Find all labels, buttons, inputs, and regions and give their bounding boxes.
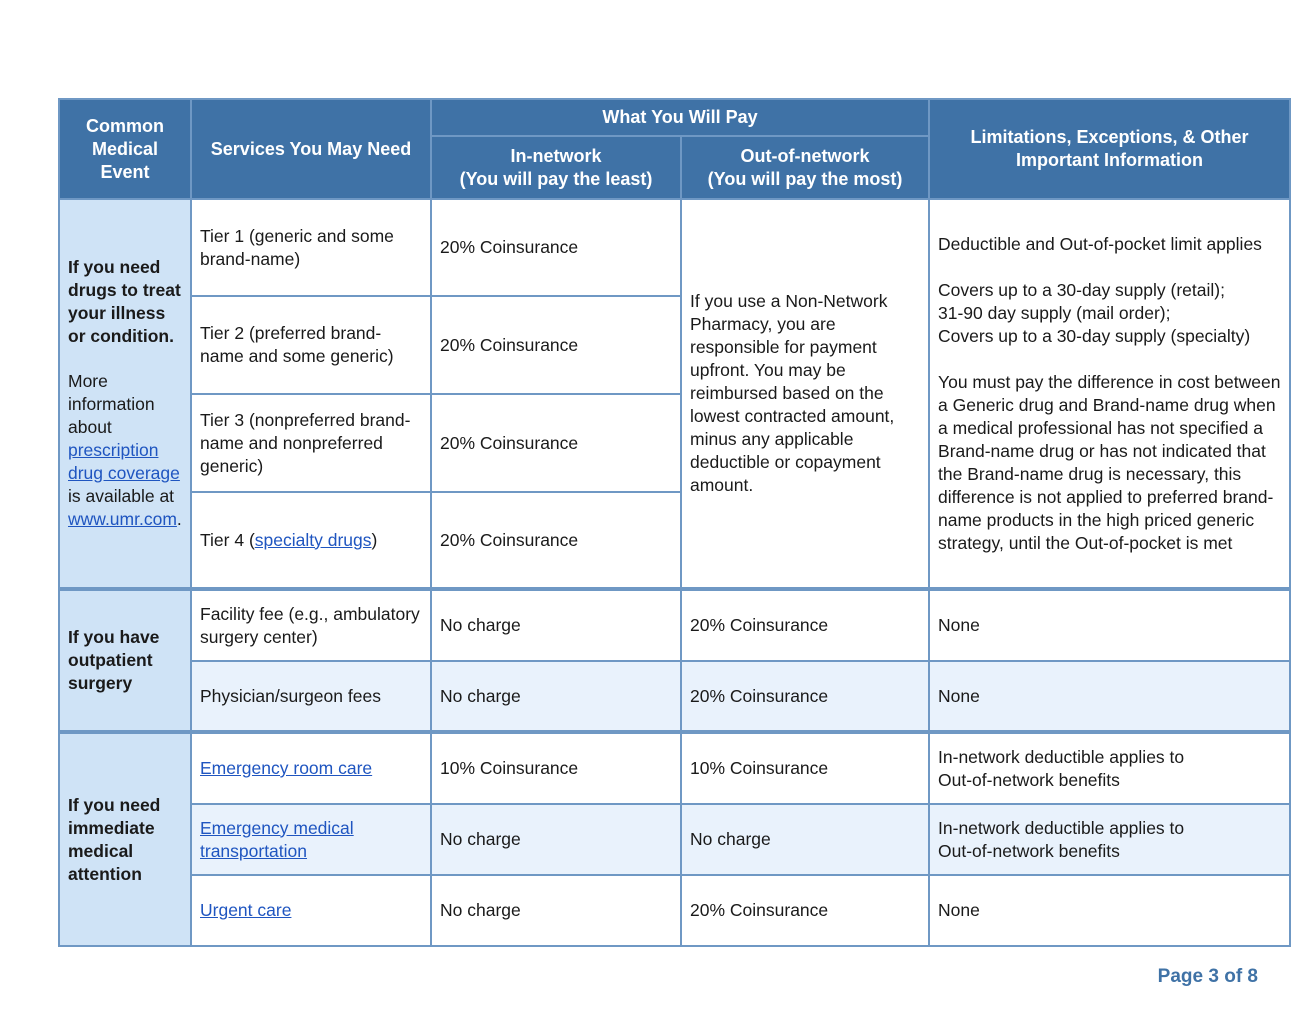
limitations-brand-difference: You must pay the difference in cost between a Generic drug and Brand-name drug when a medical professional has not specified a Brand-name drug or has not indicated that the Brand-name drug is necessary, this difference is not applied to preferred brand-name products in the high priced generic strategy, until the Out-of-pocket is met — [938, 371, 1281, 553]
header-in-network-sub: (You will pay the least) — [459, 168, 653, 189]
service-emergency-transport — [191, 804, 431, 875]
table-row — [59, 589, 1290, 661]
service-tier-1: Tier 1 (generic and some brand-name) — [191, 199, 431, 296]
benefits-table — [58, 98, 1291, 947]
limitations-er-line2: Out-of-network benefits — [938, 769, 1120, 790]
umr-website-link[interactable]: www.umr.com — [68, 509, 177, 529]
service-facility-fee: Facility fee (e.g., ambulatory surgery center) — [191, 589, 431, 661]
event-drugs-title: If you need drugs to treat your illness or condition. — [68, 257, 181, 346]
tier-4-suffix: ) — [371, 529, 378, 550]
table-row — [59, 804, 1290, 875]
header-what-you-will-pay: What You Will Pay — [431, 99, 929, 136]
limitations-transport-line2: Out-of-network benefits — [938, 840, 1120, 861]
header-in-network-label: In-network — [510, 145, 602, 166]
limitations-emergency-transport — [929, 804, 1290, 875]
header-services: Services You May Need — [191, 99, 431, 199]
table-row — [59, 875, 1290, 946]
specialty-drugs-link[interactable]: specialty drugs — [254, 529, 372, 550]
service-tier-2: Tier 2 (preferred brand-name and some generic) — [191, 296, 431, 394]
in-network-emergency-transport: No charge — [431, 804, 681, 875]
supply-specialty: Covers up to a 30-day supply (specialty) — [938, 325, 1251, 346]
prescription-drug-coverage-link[interactable]: prescription drug coverage — [68, 440, 180, 483]
in-network-facility-fee: No charge — [431, 589, 681, 661]
limitations-supply — [938, 279, 1281, 348]
event-immediate-attention: If you need immediate medical attention — [59, 732, 191, 946]
header-limitations: Limitations, Exceptions, & Other Important Information — [929, 99, 1290, 199]
limitations-physician-fees: None — [929, 661, 1290, 732]
in-network-emergency-room: 10% Coinsurance — [431, 732, 681, 804]
header-common-medical-event: Common Medical Event — [59, 99, 191, 199]
event-outpatient-surgery: If you have outpatient surgery — [59, 589, 191, 732]
limitations-deductible: Deductible and Out-of-pocket limit applies — [938, 233, 1262, 254]
emergency-room-care-link[interactable]: Emergency room care — [200, 758, 373, 778]
in-network-urgent-care: No charge — [431, 875, 681, 946]
limitations-emergency-room — [929, 732, 1290, 804]
header-in-network — [431, 136, 681, 199]
more-info-mid: is available at — [68, 486, 175, 506]
header-out-network-sub: (You will pay the most) — [707, 168, 903, 189]
more-info-text: More information about — [68, 371, 155, 437]
in-network-tier-4: 20% Coinsurance — [431, 492, 681, 589]
limitations-facility-fee: None — [929, 589, 1290, 661]
table-row — [59, 732, 1290, 804]
supply-retail: Covers up to a 30-day supply (retail); — [938, 279, 1225, 300]
header-out-network-label: Out-of-network — [740, 145, 870, 166]
limitations-drugs — [929, 199, 1290, 589]
service-urgent-care — [191, 875, 431, 946]
limitations-transport-line1: In-network deductible applies to — [938, 817, 1185, 838]
service-tier-4 — [191, 492, 431, 589]
event-drugs — [59, 199, 191, 589]
service-emergency-room — [191, 732, 431, 804]
header-out-of-network — [681, 136, 929, 199]
page-number: Page 3 of 8 — [1157, 966, 1258, 987]
in-network-physician-fees: No charge — [431, 661, 681, 732]
in-network-tier-3: 20% Coinsurance — [431, 394, 681, 492]
limitations-er-line1: In-network deductible applies to — [938, 746, 1185, 767]
in-network-tier-2: 20% Coinsurance — [431, 296, 681, 394]
service-physician-fees: Physician/surgeon fees — [191, 661, 431, 732]
out-network-facility-fee: 20% Coinsurance — [681, 589, 929, 661]
table-row — [59, 661, 1290, 732]
urgent-care-link[interactable]: Urgent care — [200, 900, 292, 920]
emergency-transportation-link[interactable]: Emergency medical transportation — [200, 817, 354, 861]
out-network-pharmacy: If you use a Non-Network Pharmacy, you are responsible for payment upfront. You may be reimbursed based on the lowest contracted amount, minus any applicable deductible or copayment amount. — [681, 199, 929, 589]
out-network-emergency-room: 10% Coinsurance — [681, 732, 929, 804]
out-network-urgent-care: 20% Coinsurance — [681, 875, 929, 946]
out-network-physician-fees: 20% Coinsurance — [681, 661, 929, 732]
more-info — [68, 370, 182, 531]
limitations-urgent-care: None — [929, 875, 1290, 946]
service-tier-3: Tier 3 (nonpreferred brand-name and nonpreferred generic) — [191, 394, 431, 492]
more-info-end: . — [176, 509, 182, 529]
table-row — [59, 199, 1290, 296]
out-network-emergency-transport: No charge — [681, 804, 929, 875]
supply-mail-order: 31-90 day supply (mail order); — [938, 302, 1171, 323]
in-network-tier-1: 20% Coinsurance — [431, 199, 681, 296]
tier-4-prefix: Tier 4 ( — [200, 529, 255, 550]
